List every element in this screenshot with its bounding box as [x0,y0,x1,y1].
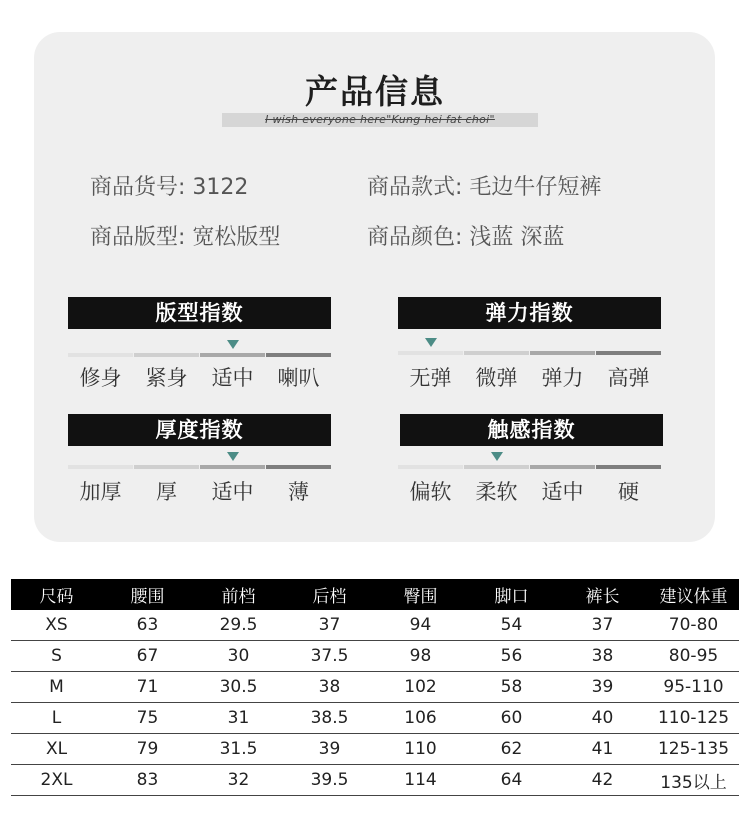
table-cell: 31.5 [193,734,284,765]
table-cell: 94 [375,610,466,641]
size-table-header [11,579,739,610]
column-header: 后档 [284,579,375,610]
selected-marker-icon [227,452,239,461]
scale-option: 硬 [618,480,639,504]
table-cell: 125-135 [648,734,739,765]
column-header: 前档 [193,579,284,610]
scale-option: 高弹 [607,366,650,390]
table-cell: 70-80 [648,610,739,641]
table-cell: 38 [284,672,375,703]
table-cell: S [11,641,102,672]
page-title: 产品信息 [305,72,445,111]
info-label: 商品款式: [367,175,463,200]
scale-segment [134,353,199,357]
scale-segment [266,353,331,357]
table-cell: 58 [466,672,557,703]
table-row [11,672,739,703]
table-cell: 114 [375,765,466,796]
column-header: 腰围 [102,579,193,610]
table-cell: 64 [466,765,557,796]
table-cell: 40 [557,703,648,734]
info-value: 毛边牛仔短裤 [469,175,602,200]
index-title: 弹力指数 [398,297,661,329]
subtitle-banner [222,113,538,127]
scale-segment [398,465,463,469]
table-row [11,610,739,641]
info-item-style [367,170,601,201]
scale-segment [266,465,331,469]
table-cell: 63 [102,610,193,641]
column-header: 尺码 [11,579,102,610]
table-cell: 83 [102,765,193,796]
scale-option: 偏软 [409,480,452,504]
info-value: 宽松版型 [192,225,281,250]
scale-segment [464,351,529,355]
scale-option: 无弹 [409,366,452,390]
table-cell: 31 [193,703,284,734]
info-value: 浅蓝 深蓝 [469,225,565,250]
info-item-sku [90,170,248,201]
table-cell: 71 [102,672,193,703]
table-cell: 39.5 [284,765,375,796]
subtitle-text: I wish everyone here"Kung hei fat choi" [265,113,495,126]
table-cell: XS [11,610,102,641]
column-header: 臀围 [375,579,466,610]
scale-segment [398,351,463,355]
size-table [11,579,739,796]
column-header: 裤长 [557,579,648,610]
scale-option: 弹力 [541,366,584,390]
scale-segment [68,353,133,357]
table-cell: 38.5 [284,703,375,734]
scale-option: 适中 [211,480,254,504]
table-cell: 80-95 [648,641,739,672]
scale-segment [596,351,661,355]
scale-segment [68,465,133,469]
table-row [11,734,739,765]
table-cell: 98 [375,641,466,672]
column-header: 脚口 [466,579,557,610]
index-title: 版型指数 [68,297,331,329]
table-cell: 42 [557,765,648,796]
table-cell: 30 [193,641,284,672]
table-row [11,641,739,672]
table-cell: 102 [375,672,466,703]
table-cell: 62 [466,734,557,765]
scale-option: 修身 [79,366,122,390]
scale-option: 薄 [288,480,309,504]
scale-option: 厚 [156,480,177,504]
table-cell: 37 [557,610,648,641]
table-cell: 38 [557,641,648,672]
info-item-fit [90,220,280,251]
scale-segment [464,465,529,469]
table-cell: 106 [375,703,466,734]
table-cell: 135以上 [648,765,739,796]
info-label: 商品颜色: [367,225,463,250]
scale-segment [596,465,661,469]
info-label: 商品货号: [90,175,186,200]
scale-segment [134,465,199,469]
table-cell: 67 [102,641,193,672]
table-cell: 56 [466,641,557,672]
index-title: 触感指数 [400,414,663,446]
table-cell: 79 [102,734,193,765]
table-cell: 30.5 [193,672,284,703]
scale-option: 加厚 [79,480,122,504]
info-value: 3122 [192,175,249,200]
table-row [11,765,739,796]
table-cell: 37.5 [284,641,375,672]
table-cell: 41 [557,734,648,765]
table-cell: 29.5 [193,610,284,641]
table-cell: 32 [193,765,284,796]
table-cell: 37 [284,610,375,641]
scale-segment [530,465,595,469]
info-item-color [367,220,564,251]
scale-segment [530,351,595,355]
scale-segment [200,465,265,469]
scale-option: 紧身 [145,366,188,390]
table-cell: 75 [102,703,193,734]
index-title: 厚度指数 [68,414,331,446]
info-label: 商品版型: [90,225,186,250]
selected-marker-icon [491,452,503,461]
selected-marker-icon [425,338,437,347]
table-row [11,703,739,734]
scale-option: 柔软 [475,480,518,504]
scale-option: 微弹 [475,366,518,390]
column-header: 建议体重 [648,579,739,610]
scale-option: 喇叭 [277,366,320,390]
table-cell: 110 [375,734,466,765]
table-cell: 54 [466,610,557,641]
table-cell: 39 [557,672,648,703]
table-cell: 60 [466,703,557,734]
table-cell: 39 [284,734,375,765]
table-cell: XL [11,734,102,765]
table-cell: M [11,672,102,703]
table-cell: 95-110 [648,672,739,703]
table-cell: 2XL [11,765,102,796]
scale-segment [200,353,265,357]
selected-marker-icon [227,340,239,349]
table-cell: L [11,703,102,734]
scale-option: 适中 [541,480,584,504]
table-cell: 110-125 [648,703,739,734]
scale-option: 适中 [211,366,254,390]
